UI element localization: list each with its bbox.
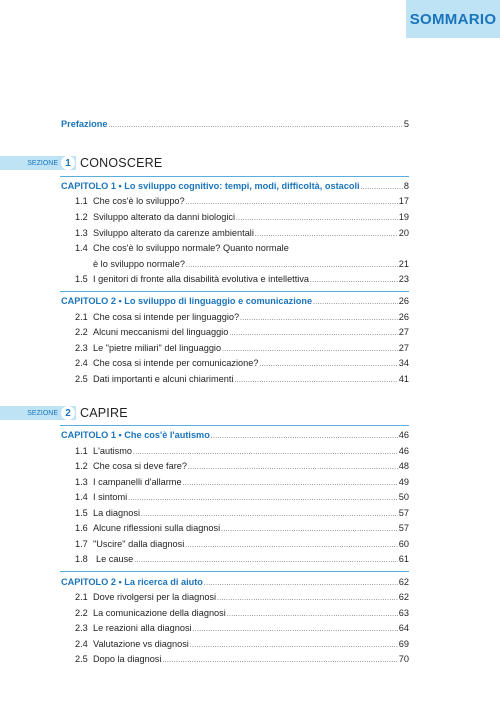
toc-item-entry[interactable] bbox=[75, 325, 409, 340]
item-page: 20 bbox=[398, 228, 409, 238]
dot-leader bbox=[221, 523, 398, 538]
toc-chapter-entry[interactable] bbox=[61, 294, 409, 309]
item-number: 1.1 bbox=[75, 446, 88, 456]
dot-leader bbox=[236, 212, 398, 227]
section-1-number: 1 bbox=[61, 156, 75, 170]
item-title: I sintomi bbox=[93, 492, 128, 502]
item-page: 27 bbox=[398, 343, 409, 353]
item-page: 57 bbox=[398, 508, 409, 518]
item-number: 2.3 bbox=[75, 623, 88, 633]
toc-item-entry[interactable] bbox=[75, 356, 409, 371]
toc-item-entry-continuation[interactable] bbox=[93, 257, 409, 272]
item-page: 61 bbox=[398, 554, 409, 564]
chapter-label: CAPITOLO 1 • Che cos'è l'autismo bbox=[61, 430, 210, 440]
item-title: Che cosa si intende per comunicazione? bbox=[93, 358, 259, 368]
item-number: 2.4 bbox=[75, 358, 88, 368]
item-title: Sviluppo alterato da danni biologici bbox=[93, 212, 235, 222]
dot-leader bbox=[259, 358, 397, 373]
item-title: Sviluppo alterato da carenze ambientali bbox=[93, 228, 254, 238]
toc-item-entry[interactable] bbox=[75, 652, 409, 667]
item-title: Che cos'è lo sviluppo normale? Quanto normale bbox=[93, 243, 289, 253]
item-page: 48 bbox=[398, 461, 409, 471]
section-1-header bbox=[0, 155, 162, 171]
item-title: L'autismo bbox=[93, 446, 133, 456]
dot-leader bbox=[193, 623, 398, 638]
item-title: Che cos'è lo sviluppo? bbox=[93, 196, 185, 206]
item-page: 57 bbox=[398, 523, 409, 533]
item-number: 1.6 bbox=[75, 523, 88, 533]
item-title: Che cosa si deve fare? bbox=[93, 461, 187, 471]
item-page: 23 bbox=[398, 274, 409, 284]
toc-item-entry-first-line[interactable] bbox=[75, 241, 409, 256]
item-number: 1.8 bbox=[75, 554, 88, 564]
section-1-bar bbox=[0, 156, 76, 170]
toc-item-entry[interactable] bbox=[75, 272, 409, 287]
item-page: 46 bbox=[398, 446, 409, 456]
toc-item-entry[interactable] bbox=[75, 506, 409, 521]
dot-leader bbox=[134, 554, 397, 569]
dot-leader bbox=[188, 461, 398, 476]
toc-item-entry[interactable] bbox=[75, 490, 409, 505]
item-number: 1.3 bbox=[75, 477, 88, 487]
dot-leader bbox=[234, 374, 397, 389]
chapter-page: 62 bbox=[398, 577, 409, 587]
toc-item-entry[interactable] bbox=[75, 210, 409, 225]
toc-item-entry[interactable] bbox=[75, 372, 409, 387]
toc-item-entry[interactable] bbox=[75, 606, 409, 621]
toc-chapter-entry[interactable] bbox=[61, 428, 409, 443]
toc-item-entry[interactable] bbox=[75, 226, 409, 241]
item-page: 34 bbox=[398, 358, 409, 368]
dot-leader bbox=[310, 274, 398, 289]
item-title: I campanelli d'allarme bbox=[93, 477, 182, 487]
page-title: SOMMARIO bbox=[409, 10, 497, 28]
toc-item-entry[interactable] bbox=[75, 459, 409, 474]
item-number: 1.2 bbox=[75, 212, 88, 222]
item-number: 1.4 bbox=[75, 492, 88, 502]
toc-chapter-entry[interactable] bbox=[61, 575, 409, 590]
item-title: Le reazioni alla diagnosi bbox=[93, 623, 192, 633]
chapter-label: CAPITOLO 2 • Lo sviluppo di linguaggio e comunicazione bbox=[61, 296, 313, 306]
section-1-word: SEZIONE bbox=[27, 159, 58, 167]
toc-preface-entry[interactable] bbox=[61, 117, 409, 132]
item-number: 2.3 bbox=[75, 343, 88, 353]
item-title: Alcune riflessioni sulla diagnosi bbox=[93, 523, 221, 533]
toc-item-entry[interactable] bbox=[75, 590, 409, 605]
item-page: 41 bbox=[398, 374, 409, 384]
item-title: La diagnosi bbox=[93, 508, 140, 518]
section-2-title: CAPIRE bbox=[80, 406, 128, 420]
item-page: 60 bbox=[398, 539, 409, 549]
item-number: 1.1 bbox=[75, 196, 88, 206]
item-number: 1.5 bbox=[75, 274, 88, 284]
item-page: 27 bbox=[398, 327, 409, 337]
item-title: Le cause bbox=[96, 554, 134, 564]
item-title: Dove rivolgersi per la diagnosi bbox=[93, 592, 217, 602]
chapter-page: 46 bbox=[398, 430, 409, 440]
item-page: 21 bbox=[398, 259, 409, 269]
toc-item-entry[interactable] bbox=[75, 537, 409, 552]
dot-leader bbox=[313, 296, 398, 311]
item-title: Le "pietre miliari" del linguaggio bbox=[93, 343, 222, 353]
item-number: 2.2 bbox=[75, 327, 88, 337]
toc-item-entry[interactable] bbox=[75, 444, 409, 459]
toc-chapter-entry[interactable] bbox=[61, 179, 409, 194]
item-number: 2.1 bbox=[75, 312, 88, 322]
item-page: 19 bbox=[398, 212, 409, 222]
chapter-page: 8 bbox=[403, 181, 409, 191]
item-title: La comunicazione della diagnosi bbox=[93, 608, 226, 618]
dot-leader bbox=[186, 196, 398, 211]
section-1-title: CONOSCERE bbox=[80, 156, 163, 170]
item-page: 26 bbox=[398, 312, 409, 322]
dot-leader bbox=[108, 119, 402, 134]
toc-item-entry[interactable] bbox=[75, 310, 409, 325]
item-number: 1.3 bbox=[75, 228, 88, 238]
section-2-word: SEZIONE bbox=[27, 409, 58, 417]
item-title: I genitori di fronte alla disabilità evolutiva e intellettiva bbox=[93, 274, 310, 284]
item-title: Che cosa si intende per linguaggio? bbox=[93, 312, 240, 322]
toc-item-entry[interactable] bbox=[75, 637, 409, 652]
item-number: 2.4 bbox=[75, 639, 88, 649]
item-title-continuation: è lo sviluppo normale? bbox=[93, 259, 185, 269]
section-1-rule bbox=[60, 176, 409, 177]
section-2-header bbox=[0, 405, 128, 421]
preface-page: 5 bbox=[403, 119, 409, 129]
dot-leader bbox=[211, 430, 398, 445]
toc-item-entry[interactable] bbox=[75, 194, 409, 209]
dot-leader bbox=[128, 492, 398, 507]
item-number: 1.5 bbox=[75, 508, 88, 518]
chapter-divider bbox=[60, 291, 409, 292]
item-number: 1.2 bbox=[75, 461, 88, 471]
toc-item-entry[interactable] bbox=[75, 475, 409, 490]
item-page: 64 bbox=[398, 623, 409, 633]
section-2-rule bbox=[60, 425, 409, 426]
item-page: 69 bbox=[398, 639, 409, 649]
chapter-label: CAPITOLO 2 • La ricerca di aiuto bbox=[61, 577, 203, 587]
item-title: Dati importanti e alcuni chiarimenti bbox=[93, 374, 234, 384]
item-number: 2.1 bbox=[75, 592, 88, 602]
item-number: 2.5 bbox=[75, 654, 88, 664]
toc-item-entry[interactable] bbox=[75, 552, 409, 567]
item-title: "Uscire" dalla diagnosi bbox=[93, 539, 185, 549]
item-page: 50 bbox=[398, 492, 409, 502]
item-number: 1.7 bbox=[75, 539, 88, 549]
item-title: Alcuni meccanismi del linguaggio bbox=[93, 327, 229, 337]
dot-leader bbox=[217, 592, 398, 607]
toc-item-entry[interactable] bbox=[75, 621, 409, 636]
dot-leader bbox=[229, 327, 397, 342]
section-2-bar bbox=[0, 406, 76, 420]
chapter-label: CAPITOLO 1 • Lo sviluppo cognitivo: tempi, modi, difficoltà, ostacoli bbox=[61, 181, 360, 191]
toc-item-entry[interactable] bbox=[75, 521, 409, 536]
item-page: 63 bbox=[398, 608, 409, 618]
item-number: 2.5 bbox=[75, 374, 88, 384]
page-header-tab bbox=[406, 0, 500, 38]
item-page: 62 bbox=[398, 592, 409, 602]
toc-item-entry[interactable] bbox=[75, 341, 409, 356]
item-page: 17 bbox=[398, 196, 409, 206]
chapter-divider bbox=[60, 571, 409, 572]
item-title: Dopo la diagnosi bbox=[93, 654, 162, 664]
chapter-page: 26 bbox=[398, 296, 409, 306]
item-number: 2.2 bbox=[75, 608, 88, 618]
section-2-number: 2 bbox=[61, 406, 75, 420]
item-page: 70 bbox=[398, 654, 409, 664]
item-page: 49 bbox=[398, 477, 409, 487]
preface-label: Prefazione bbox=[61, 119, 108, 129]
item-title: Valutazione vs diagnosi bbox=[93, 639, 189, 649]
dot-leader bbox=[162, 654, 397, 669]
item-number: 1.4 bbox=[75, 243, 88, 253]
